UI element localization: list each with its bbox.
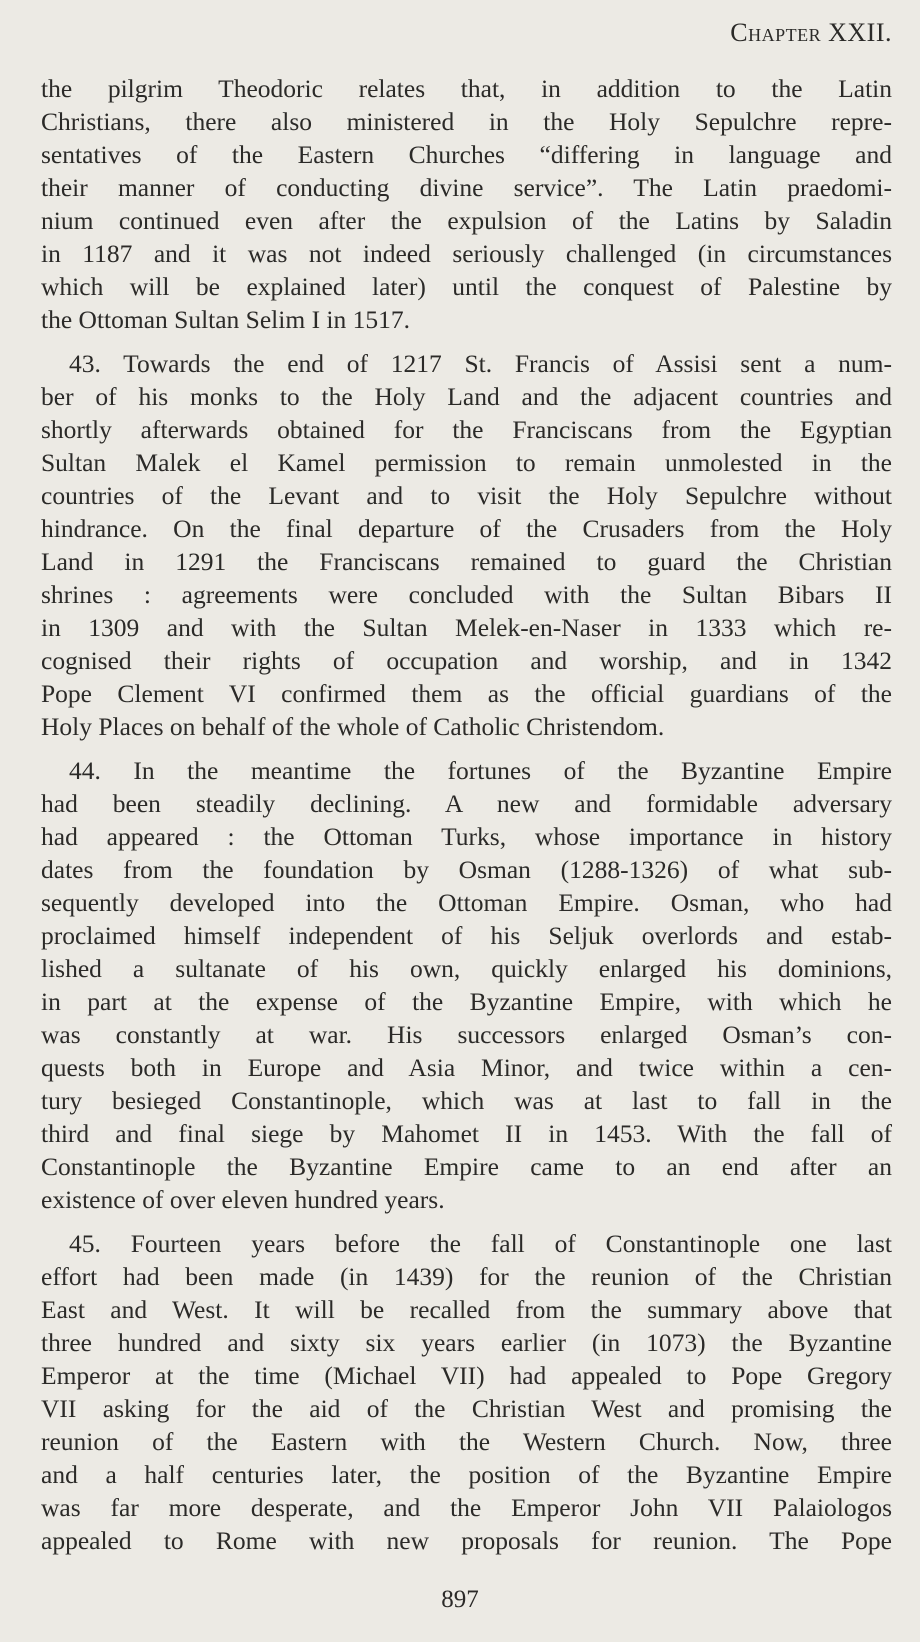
text-line: their manner of conducting divine service”. The Latin praedomi-: [41, 173, 892, 202]
page-number: 897: [441, 1586, 479, 1613]
text-line: ber of his monks to the Holy Land and the adjacent countries and: [41, 382, 892, 411]
paragraph: [41, 754, 892, 1216]
text-line: in 1187 and it was not indeed seriously challenged (in circumstances: [41, 239, 892, 268]
text-line: Holy Places on behalf of the whole of Catholic Christendom.: [41, 712, 665, 741]
text-line: Pope Clement VI confirmed them as the official guardians of the: [41, 679, 892, 708]
text-line: shortly afterwards obtained for the Franciscans from the Egyptian: [41, 415, 892, 444]
paragraph: [41, 1227, 892, 1557]
text-line: cognised their rights of occupation and worship, and in 1342: [41, 646, 892, 675]
text-line: dates from the foundation by Osman (1288-1326) of what sub-: [41, 855, 892, 884]
text-line: sequently developed into the Ottoman Empire. Osman, who had: [41, 888, 892, 917]
text-line: tury besieged Constantinople, which was at last to fall in the: [41, 1086, 892, 1115]
text-line: the Ottoman Sultan Selim I in 1517.: [41, 305, 411, 334]
text-line: had appeared : the Ottoman Turks, whose importance in history: [41, 822, 892, 851]
text-line: Constantinople the Byzantine Empire came to an end after an: [41, 1152, 892, 1181]
text-line: and a half centuries later, the position of the Byzantine Empire: [41, 1460, 892, 1489]
text-line: which will be explained later) until the conquest of Palestine by: [41, 272, 892, 301]
text-line: in 1309 and with the Sultan Melek-en-Naser in 1333 which re-: [41, 613, 892, 642]
text-line: the pilgrim Theodoric relates that, in addition to the Latin: [41, 74, 892, 103]
text-line: appealed to Rome with new proposals for reunion. The Pope: [41, 1526, 892, 1555]
text-line: proclaimed himself independent of his Seljuk overlords and estab-: [41, 921, 892, 950]
paragraph: [41, 347, 892, 743]
text-line: hindrance. On the final departure of the Crusaders from the Holy: [41, 514, 892, 543]
text-line: quests both in Europe and Asia Minor, and twice within a cen-: [41, 1053, 892, 1082]
text-line: in part at the expense of the Byzantine Empire, with which he: [41, 987, 892, 1016]
text-line: East and West. It will be recalled from the summary above that: [41, 1295, 892, 1324]
text-line: lished a sultanate of his own, quickly enlarged his dominions,: [41, 954, 892, 983]
paragraph: [41, 72, 892, 336]
text-line: had been steadily declining. A new and formidable adversary: [41, 789, 892, 818]
text-line: VII asking for the aid of the Christian West and promising the: [41, 1394, 892, 1423]
page-body: [41, 72, 892, 1568]
text-line: nium continued even after the expulsion of the Latins by Saladin: [41, 206, 892, 235]
text-line: third and final siege by Mahomet II in 1453. With the fall of: [41, 1119, 892, 1148]
text-line: three hundred and sixty six years earlier (in 1073) the Byzantine: [41, 1328, 892, 1357]
text-line: effort had been made (in 1439) for the reunion of the Christian: [41, 1262, 892, 1291]
text-line: sentatives of the Eastern Churches “differing in language and: [41, 140, 892, 169]
text-line: 43. Towards the end of 1217 St. Francis of Assisi sent a num-: [69, 349, 892, 378]
text-line: countries of the Levant and to visit the Holy Sepulchre without: [41, 481, 892, 510]
text-line: existence of over eleven hundred years.: [41, 1185, 445, 1214]
text-line: shrines : agreements were concluded with the Sultan Bibars II: [41, 580, 892, 609]
text-line: was far more desperate, and the Emperor John VII Palaiologos: [41, 1493, 892, 1522]
text-line: Land in 1291 the Franciscans remained to guard the Christian: [41, 547, 892, 576]
text-line: Sultan Malek el Kamel permission to remain unmolested in the: [41, 448, 892, 477]
text-line: Christians, there also ministered in the Holy Sepulchre repre-: [41, 107, 892, 136]
chapter-header: Chapter XXII.: [730, 18, 892, 47]
text-line: 45. Fourteen years before the fall of Constantinople one last: [69, 1229, 892, 1258]
text-line: was constantly at war. His successors enlarged Osman’s con-: [41, 1020, 892, 1049]
text-line: Emperor at the time (Michael VII) had appealed to Pope Gregory: [41, 1361, 892, 1390]
text-line: 44. In the meantime the fortunes of the Byzantine Empire: [69, 756, 892, 785]
text-line: reunion of the Eastern with the Western Church. Now, three: [41, 1427, 892, 1456]
